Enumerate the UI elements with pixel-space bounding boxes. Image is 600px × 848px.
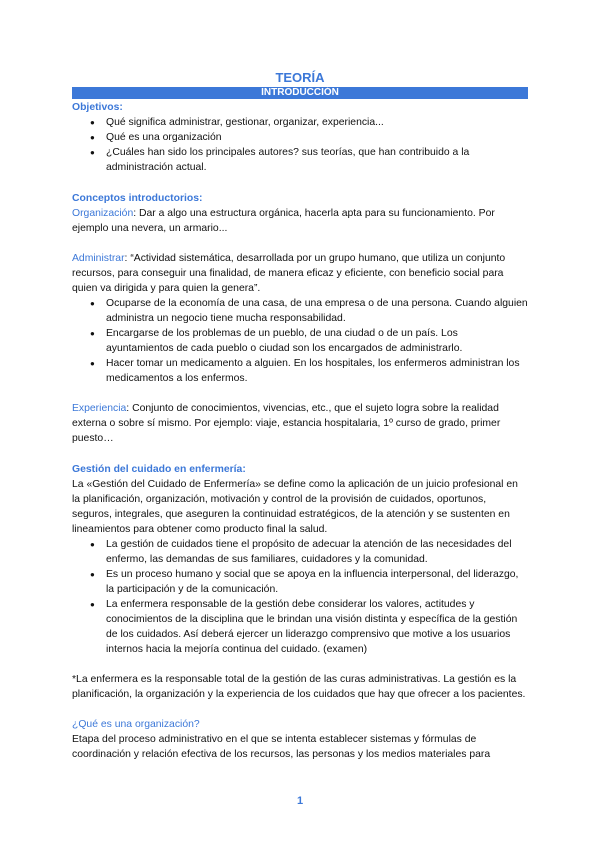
gestion-heading: Gestión del cuidado en enfermería: [72, 464, 246, 475]
list-item: ● Hacer tomar un medicamento a alguien. En los hospitales, los enfermeros administran los medicamentos a los enfermos. [106, 356, 528, 386]
gestion-note: *La enfermera es la responsable total de la gestión de las curas administrativas. La gestión es la planificación, la organización y la experiencia de los cuidados que hay que ofrecer a los pacientes. [72, 674, 526, 700]
list-item: ● ¿Cuáles han sido los principales autores? sus teorías, que han contribuido a la administración actual. [106, 145, 528, 175]
experiencia-text: : Conjunto de conocimientos, vivencias, etc., que el sujeto logra sobre la realidad externa o sobre sí mismo. Por ejemplo: viaje, estancia hospitalaria, 1º curso de grado, primer puesto… [72, 403, 501, 444]
organizacion-question: ¿Qué es una organización? [72, 719, 200, 730]
objetivos-list [72, 115, 528, 175]
list-item: ● Qué significa administrar, gestionar, organizar, experiencia... [106, 115, 528, 130]
list-item: ● Es un proceso humano y social que se apoya en la influencia interpersonal, del liderazgo, la participación y de la comunicación. [106, 567, 528, 597]
experiencia-term: Experiencia [72, 403, 127, 414]
conceptos-heading: Conceptos introductorios: [72, 193, 203, 204]
organizacion-text-paragraph: Etapa del proceso administrativo en el que se intenta establecer sistemas y fórmulas de coordinación y relación efectiva de los recursos, las personas y los medios materiales para [72, 734, 491, 760]
administrar-term: Administrar [72, 253, 125, 264]
organizacion-term: Organización [72, 208, 134, 219]
administrar-list [72, 296, 528, 386]
gestion-intro: La «Gestión del Cuidado de Enfermería» se define como la aplicación de un juicio profesional en la planificación, organización, motivación y control de la provisión de cuidados, oportunos, seguros, integrales, que aseguren la continuidad estratégicos, de la atención y se sustenten en lineamientos para obtener como producto final la salud. [72, 479, 518, 535]
administrar-text: : “Actividad sistemática, desarrollada por un grupo humano, que utiliza un conjunto recursos, para conseguir una finalidad, de manera eficaz y eficiente, con beneficio social para quien va dirigida y para quien la genera”. [72, 253, 506, 294]
list-item: ● La gestión de cuidados tiene el propósito de adecuar la atención de las necesidades del enfermo, las demandas de sus familiares, cuidadores y la comunidad. [106, 537, 528, 567]
list-item: ● Ocuparse de la economía de una casa, de una empresa o de una persona. Cuando alguien administra un negocio tiene mucha responsabilidad. [106, 296, 528, 326]
list-item: ● La enfermera responsable de la gestión debe considerar los valores, actitudes y conocimientos de la disciplina que le brindan una visión distinta y específica de la gestión de los cuidados. Así deberá ejercer un liderazgo comprensivo que motive a los usuarios internos hacia la mejoría continua del cuidado. (examen) [106, 597, 528, 657]
administrar-definition [72, 251, 528, 296]
section-banner: INTRODUCCIÓN [72, 87, 528, 99]
organizacion-definition [72, 206, 528, 236]
page-number: 1 [296, 795, 304, 807]
list-item: ● Qué es una organización [106, 130, 528, 145]
organizacion-text: : Dar a algo una estructura orgánica, hacerla apta para su funcionamiento. Por ejemplo una nevera, un armario... [72, 208, 495, 234]
gestion-list [72, 537, 528, 657]
page-title: TEORÍA [275, 70, 325, 85]
list-item: ● Encargarse de los problemas de un pueblo, de una ciudad o de un país. Los ayuntamientos de cada pueblo o ciudad son los encargados de administrarlo. [106, 326, 528, 356]
objetivos-heading: Objetivos: [72, 102, 123, 113]
page-content [72, 70, 528, 762]
experiencia-definition [72, 401, 528, 446]
